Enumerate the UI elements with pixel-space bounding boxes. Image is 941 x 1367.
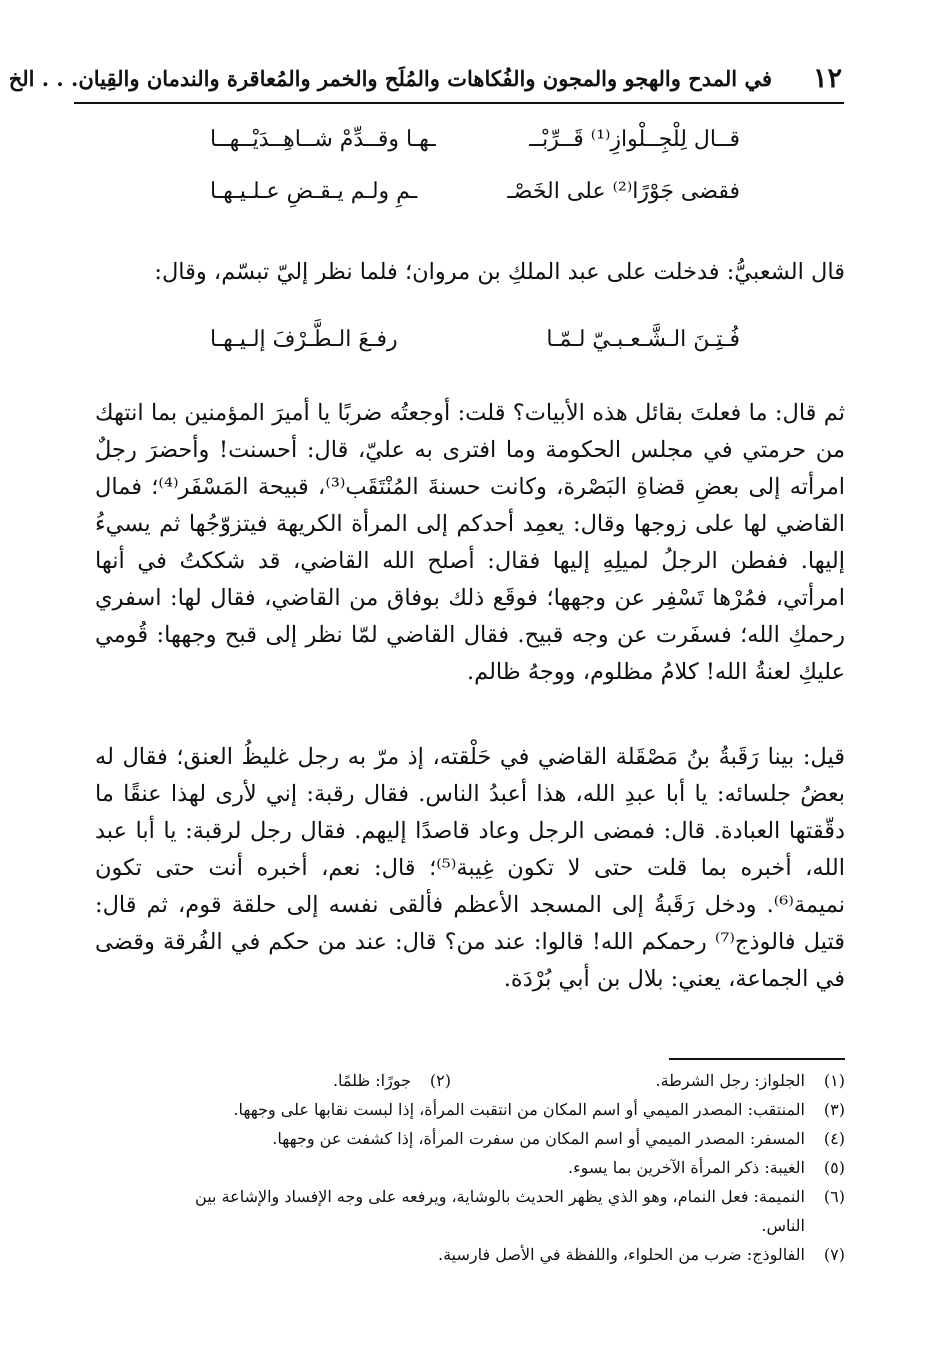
verse-line xyxy=(140,318,740,362)
footnote-number: (٥) xyxy=(823,1158,845,1177)
verse-first-hemistich: قــال لِلْجِــلْوازِ⁽¹⁾ قَــرِّبْــ xyxy=(529,127,740,152)
footnote-text: النميمة: فعل النمام، وهو الذي يظهر الحديث بالوشاية، ويرفعه على وجه الإفساد والإشاعة بين xyxy=(195,1187,805,1206)
footnote-item xyxy=(85,1240,845,1269)
footnote-number: (٤) xyxy=(823,1129,845,1148)
footnote-text: جورًا: ظلمًا. xyxy=(332,1071,411,1090)
footnote-number: (٦) xyxy=(823,1187,845,1206)
header-rule xyxy=(74,102,844,104)
footnote-number: (١) xyxy=(823,1071,845,1090)
footnotes xyxy=(85,1066,845,1269)
page-header xyxy=(8,60,842,100)
footnote-text: المسفر: المصدر الميمي أو اسم المكان من سفرت المرأة، إذا كشفت عن وجهها. xyxy=(272,1129,805,1148)
verse-second-hemistich: ـمِ ولـم يـقـضِ عـلـيـهـا xyxy=(210,179,418,204)
footnote-text: الغيبة: ذكر المرأة الآخرين بما يسوء. xyxy=(568,1158,805,1177)
footnote-text: الجلواز: رجل الشرطة. xyxy=(655,1071,805,1090)
footnote-item xyxy=(85,1182,845,1211)
running-title: في المدح والهجو والمجون والفُكاهات والمُلَح والخمر والمُعاقرة والندمان والقِيان. . . الخ xyxy=(8,66,772,91)
paragraph-shabi: قال الشعبيُّ: فدخلت على عبد الملكِ بن مروان؛ فلما نظر إليّ تبسّم، وقال: xyxy=(154,258,845,285)
footnote-number: (٣) xyxy=(823,1100,845,1119)
verse-line xyxy=(140,170,740,214)
footnote-rule xyxy=(669,1058,845,1060)
verse-first-hemistich: فقضى جَوْرًا⁽²⁾ على الخَصْـ xyxy=(507,179,740,204)
footnote-number: (٧) xyxy=(823,1245,845,1264)
footnote-item xyxy=(85,1095,845,1124)
verse-first-hemistich: فُـتِـنَ الـشَّـعـبـيّ لـمّـا xyxy=(546,327,740,352)
footnote-item-second xyxy=(333,1066,451,1095)
verse-second-hemistich: رفـعَ الـطَّـرْفَ إلـيـهـا xyxy=(210,327,398,352)
paragraph-raqaba-story: قيل: بينا رَقَبةُ بنُ مَصْقَلة القاضي في حَلْقته، إذ مرّ به رجل غليظُ العنق؛ فقال له بعضُ جلسائه: يا أبا عبدِ الله، هذا أعبدُ الناس. فقال رقبة: إني لأرى لهذا عنقًا ما دقّقتها العبادة. قال: فمضى الرجل وعاد قاصدًا إليهم. فقال رجل لرقبة: يا أبا عبد الله، أخبره بما قلت حتى لا تكون غِيبة⁽⁵⁾؛ قال: نعم، أخبره أنت حتى تكون نميمة⁽⁶⁾. ودخل رَقَبةُ إلى المسجد الأعظم فألقى نفسه إلى حلقة قوم، ثم قال: قتيل فالوذج⁽⁷⁾ رحمكم الله! قالوا: عند من؟ قال: عند من حكم في الفُرقة وقضى في الجماعة، يعني: بلال بن أبي بُرْدَة. xyxy=(95,743,846,992)
page-number: ١٢ xyxy=(812,63,842,94)
footnote-text: المنتقب: المصدر الميمي أو اسم المكان من انتقبت المرأة، إذا لبست نقابها على وجهها. xyxy=(233,1100,805,1119)
footnote-item xyxy=(85,1153,845,1182)
footnote-number: (٢) xyxy=(429,1071,451,1090)
footnote-text: الفالوذج: ضرب من الحلواء، واللفظة في الأصل فارسية. xyxy=(438,1245,805,1264)
footnote-item xyxy=(85,1124,845,1153)
paragraph-judge-story: ثم قال: ما فعلتَ بقائل هذه الأبيات؟ قلت: أوجعتُه ضربًا يا أميرَ المؤمنين بما انتهك من حرمتي في مجلس الحكومة وما افترى به عليّ، قال: أحسنت! وأحضرَ رجلٌ امرأته إلى بعضِ قضاةِ البَصْرة، وكانت حسنةَ المُنْتَقَب⁽³⁾، قبيحة المَسْفَر⁽⁴⁾؛ فمال القاضي لها على زوجها وقال: يعمِد أحدكم إلى المرأة الكريهة فيتزوّجُها ثم يسيءُ إليها. ففطن الرجلُ لميلِهِ إليها فقال: أصلح الله القاضي، قد شككتُ في أنها امرأتي، فمُرْها تَسْفِر عن وجهها؛ فوقَع ذلك بوفاق من القاضي، فقال لها: اسفري رحمكِ الله؛ فسفَرت عن وجه قبيح. فقال القاضي لمّا نظر إلى قبح وجهها: قُومي عليكِ لعنةُ الله! كلامُ مظلوم، ووجهُ ظالم. xyxy=(95,399,845,685)
verse-second-hemistich: ـهـا وقــدِّمْ شــاهِــدَيْــهــا xyxy=(210,127,436,152)
verse-line xyxy=(140,118,740,162)
footnote-continuation: الناس. xyxy=(761,1216,805,1235)
footnote-item xyxy=(85,1066,845,1095)
